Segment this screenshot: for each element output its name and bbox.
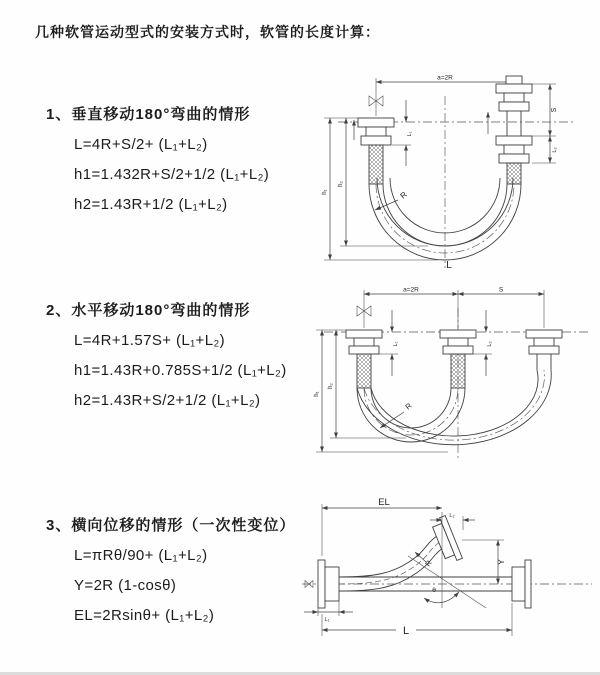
diagram-1-drawing [310,72,582,270]
section-horizontal-180 [46,299,287,416]
dim-el [322,497,442,556]
left-flange [318,560,339,608]
right-flange-lower [496,136,532,184]
radius-label: R [423,558,434,569]
dim-l1 [371,310,399,376]
radius-callout [380,401,414,428]
right-flange-displaced [526,330,562,370]
dim-l1 [304,601,353,623]
dim-label-s: S [551,107,558,113]
dim-l2 [465,310,493,376]
section-3-heading: 3、横向位移的情形（一次性变位） [46,517,296,534]
upper-flange-displaced [430,516,462,565]
dim-label-y: Y [496,559,506,565]
formula-h1: h1=1.43R+0.785S+1/2 (L₁+L₂) [74,362,287,379]
right-flange-raised [496,76,532,136]
length-label: L [446,260,452,270]
left-flange [358,118,394,184]
dim-label-l2: L₂ [449,513,455,519]
radius-label: R [403,401,414,412]
middle-flange [440,330,476,388]
section-1-heading: 1、垂直移动180°弯曲的情形 [46,106,251,123]
dim-l [322,603,512,637]
diagram-vertical-180 [310,72,582,270]
diagram-lateral-displacement [296,496,600,666]
right-flange [512,560,531,608]
dim-label-l1: L₁ [393,341,399,347]
angle-label-theta: θ [432,587,436,594]
diagram-horizontal-180 [308,284,598,462]
dim-label-h1: h₁ [322,189,328,195]
dim-span [364,287,544,329]
radius-label: R [398,189,409,201]
formula-h2: h2=1.43R+S/2+1/2 (L₁+L₂) [74,392,261,409]
dim-label-l2: L₂ [487,341,493,347]
dim-s [532,84,558,163]
diagram-2-drawing [308,284,598,462]
formula-L: L=πRθ/90+ (L₁+L₂) [74,547,208,564]
dim-label-l1: L₁ [407,131,413,137]
formula-h1: h1=1.432R+S/2+1/2 (L₁+L₂) [74,166,270,183]
dim-label-h2: h₂ [338,181,344,187]
formula-EL: EL=2Rsinθ+ (L₁+L₂) [74,607,215,624]
dim-label-l2: L₂ [552,147,558,153]
dim-label-a2r: a=2R [437,74,453,82]
dim-label-a2r: a=2R [403,286,419,294]
page-title: 几种软管运动型式的安装方式时，软管的长度计算： [35,24,380,40]
formula-h2: h2=1.43R+1/2 (L₁+L₂) [74,196,228,213]
section-vertical-180 [46,103,269,220]
diagram-3-drawing [296,496,600,666]
dim-l1 [392,100,413,166]
dim-label-l1: L₁ [324,617,330,623]
dim-label-s: S [498,286,504,294]
formula-L: L=4R+S/2+ (L₁+L₂) [74,136,208,153]
section-lateral-displacement [46,514,295,631]
section-2-heading: 2、水平移动180°弯曲的情形 [46,302,251,319]
formula-L: L=4R+1.57S+ (L₁+L₂) [74,332,226,349]
dim-label-el: EL [378,497,390,508]
dim-label-h2: h₂ [328,383,334,389]
formula-Y: Y=2R (1-cosθ) [74,577,177,594]
left-flange [346,330,382,388]
dim-label-h1: h₁ [314,391,320,397]
dim-label-l: L [402,625,410,637]
